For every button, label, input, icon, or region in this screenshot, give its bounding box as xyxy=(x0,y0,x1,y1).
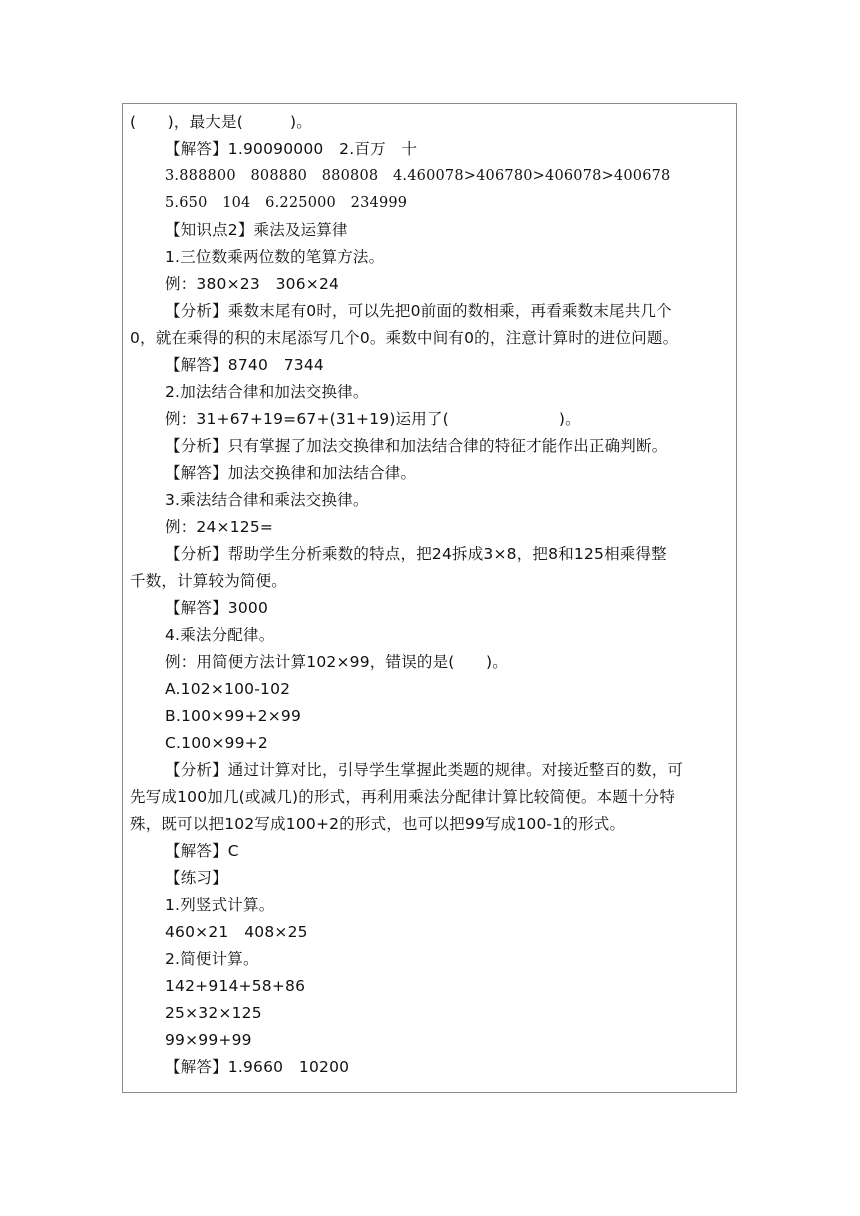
practice-line: 99×99+99 xyxy=(165,1031,252,1049)
answer-line: 3.888800 808880 880808 4.460078>406780>406078>400678 xyxy=(165,168,671,184)
analysis-line: 【分析】只有掌握了加法交换律和加法结合律的特征才能作出正确判断。 xyxy=(165,437,668,455)
analysis-line: 【分析】乘数末尾有0时，可以先把0前面的数相乘，再看乘数末尾共几个 xyxy=(165,302,672,320)
practice-line: 142+914+58+86 xyxy=(165,977,306,995)
option-line: A.102×100-102 xyxy=(165,680,291,698)
content-box xyxy=(122,103,737,1093)
practice-line: 460×21 408×25 xyxy=(165,923,308,941)
example-line: 例：380×23 306×24 xyxy=(165,275,340,293)
answer-line: 【解答】加法交换律和加法结合律。 xyxy=(165,464,417,482)
practice-line: 25×32×125 xyxy=(165,1004,262,1022)
analysis-line: 殊，既可以把102写成100+2的形式，也可以把99写成100-1的形式。 xyxy=(130,815,626,833)
topic-line: 4.乘法分配律。 xyxy=(165,626,275,644)
topic-line: 2.加法结合律和加法交换律。 xyxy=(165,383,369,401)
analysis-line: 0，就在乘得的积的末尾添写几个0。乘数中间有0的，注意计算时的进位问题。 xyxy=(130,329,679,347)
example-line: 例：24×125= xyxy=(165,518,274,536)
practice-heading: 【练习】 xyxy=(165,869,228,887)
answer-line: 【解答】1.90090000 2.百万 十 xyxy=(165,140,418,158)
section-heading: 【知识点2】乘法及运算律 xyxy=(165,221,348,239)
practice-line: 2.简便计算。 xyxy=(165,950,259,968)
option-line: C.100×99+2 xyxy=(165,734,268,752)
text-line: ( )，最大是( )。 xyxy=(130,113,312,131)
option-line: B.100×99+2×99 xyxy=(165,707,302,725)
analysis-line: 千数，计算较为简便。 xyxy=(130,572,288,590)
answer-line: 【解答】8740 7344 xyxy=(165,356,324,374)
topic-line: 3.乘法结合律和乘法交换律。 xyxy=(165,491,369,509)
practice-line: 1.列竖式计算。 xyxy=(165,896,275,914)
example-line: 例：用简便方法计算102×99，错误的是( )。 xyxy=(165,653,508,671)
topic-line: 1.三位数乘两位数的笔算方法。 xyxy=(165,248,385,266)
answer-line: 【解答】C xyxy=(165,842,239,860)
answer-line: 【解答】1.9660 10200 xyxy=(165,1058,350,1076)
answer-line: 【解答】3000 xyxy=(165,599,269,617)
example-line: 例：31+67+19=67+(31+19)运用了( )。 xyxy=(165,410,581,428)
analysis-line: 【分析】帮助学生分析乘数的特点，把24拆成3×8，把8和125相乘得整 xyxy=(165,545,667,563)
analysis-line: 【分析】通过计算对比，引导学生掌握此类题的规律。对接近整百的数，可 xyxy=(165,761,684,779)
analysis-line: 先写成100加几(或减几)的形式，再利用乘法分配律计算比较简便。本题十分特 xyxy=(130,788,676,806)
answer-line: 5.650 104 6.225000 234999 xyxy=(165,195,408,211)
